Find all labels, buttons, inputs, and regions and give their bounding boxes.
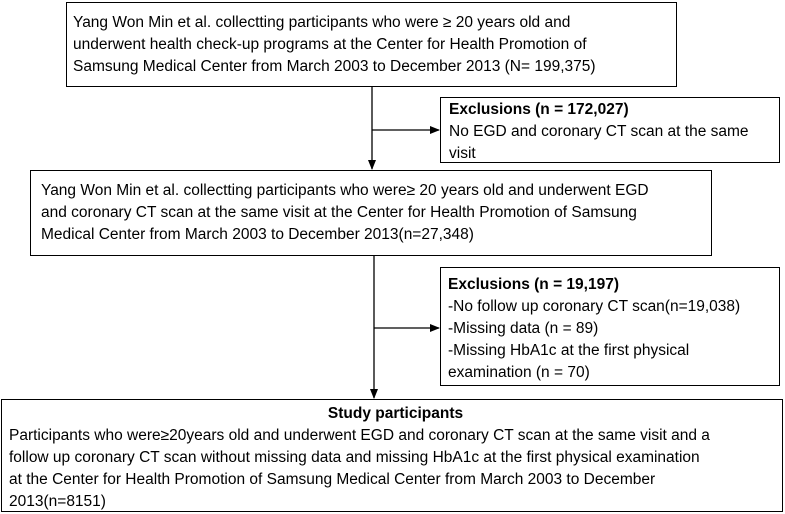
intermediate-cohort-box [30, 170, 712, 256]
box-text-line: Yang Won Min et al. collectting participants who were≥ 20 years old and underwent EGD [41, 182, 649, 199]
exclusion-box-1 [440, 97, 780, 163]
box-text-line: underwent health check-up programs at the Center for Health Promotion of [73, 36, 587, 53]
exclusion-text-line: -Missing data (n = 89) [448, 320, 599, 337]
box-text-line: follow up coronary CT scan without missing data and missing HbA1c at the first physical examination [9, 449, 700, 466]
exclusion-box-2 [440, 267, 780, 386]
box-text-line: at the Center for Health Promotion of Samsung Medical Center from March 2003 to December [9, 471, 656, 488]
exclusion-title: Exclusions (n = 172,027) [449, 101, 629, 118]
box-text-line: Yang Won Min et al. collectting participants who were ≥ 20 years old and [73, 14, 571, 31]
initial-cohort-box [66, 2, 677, 87]
study-participants-title: Study participants [327, 405, 464, 422]
box-text-line: Participants who were≥20years old and underwent EGD and coronary CT scan at the same visit and a [9, 427, 710, 444]
exclusion-text-line: -Missing HbA1c at the first physical [448, 342, 690, 359]
box-text-line: Samsung Medical Center from March 2003 to December 2013 (N= 199,375) [73, 58, 596, 75]
exclusion-text-line: examination (n = 70) [448, 364, 590, 381]
exclusion-text-line: No EGD and coronary CT scan at the same [449, 123, 749, 140]
exclusion-title: Exclusions (n = 19,197) [448, 276, 620, 293]
exclusion-text-line: -No follow up coronary CT scan(n=19,038) [448, 298, 741, 315]
box-text-line: and coronary CT scan at the same visit at the Center for Health Promotion of Samsung [41, 204, 637, 221]
box-text-line: Medical Center from March 2003 to December 2013(n=27,348) [41, 226, 474, 243]
exclusion-text-line: visit [449, 145, 476, 162]
box-text-line: 2013(n=8151) [9, 493, 106, 510]
study-participants-box [1, 399, 783, 512]
